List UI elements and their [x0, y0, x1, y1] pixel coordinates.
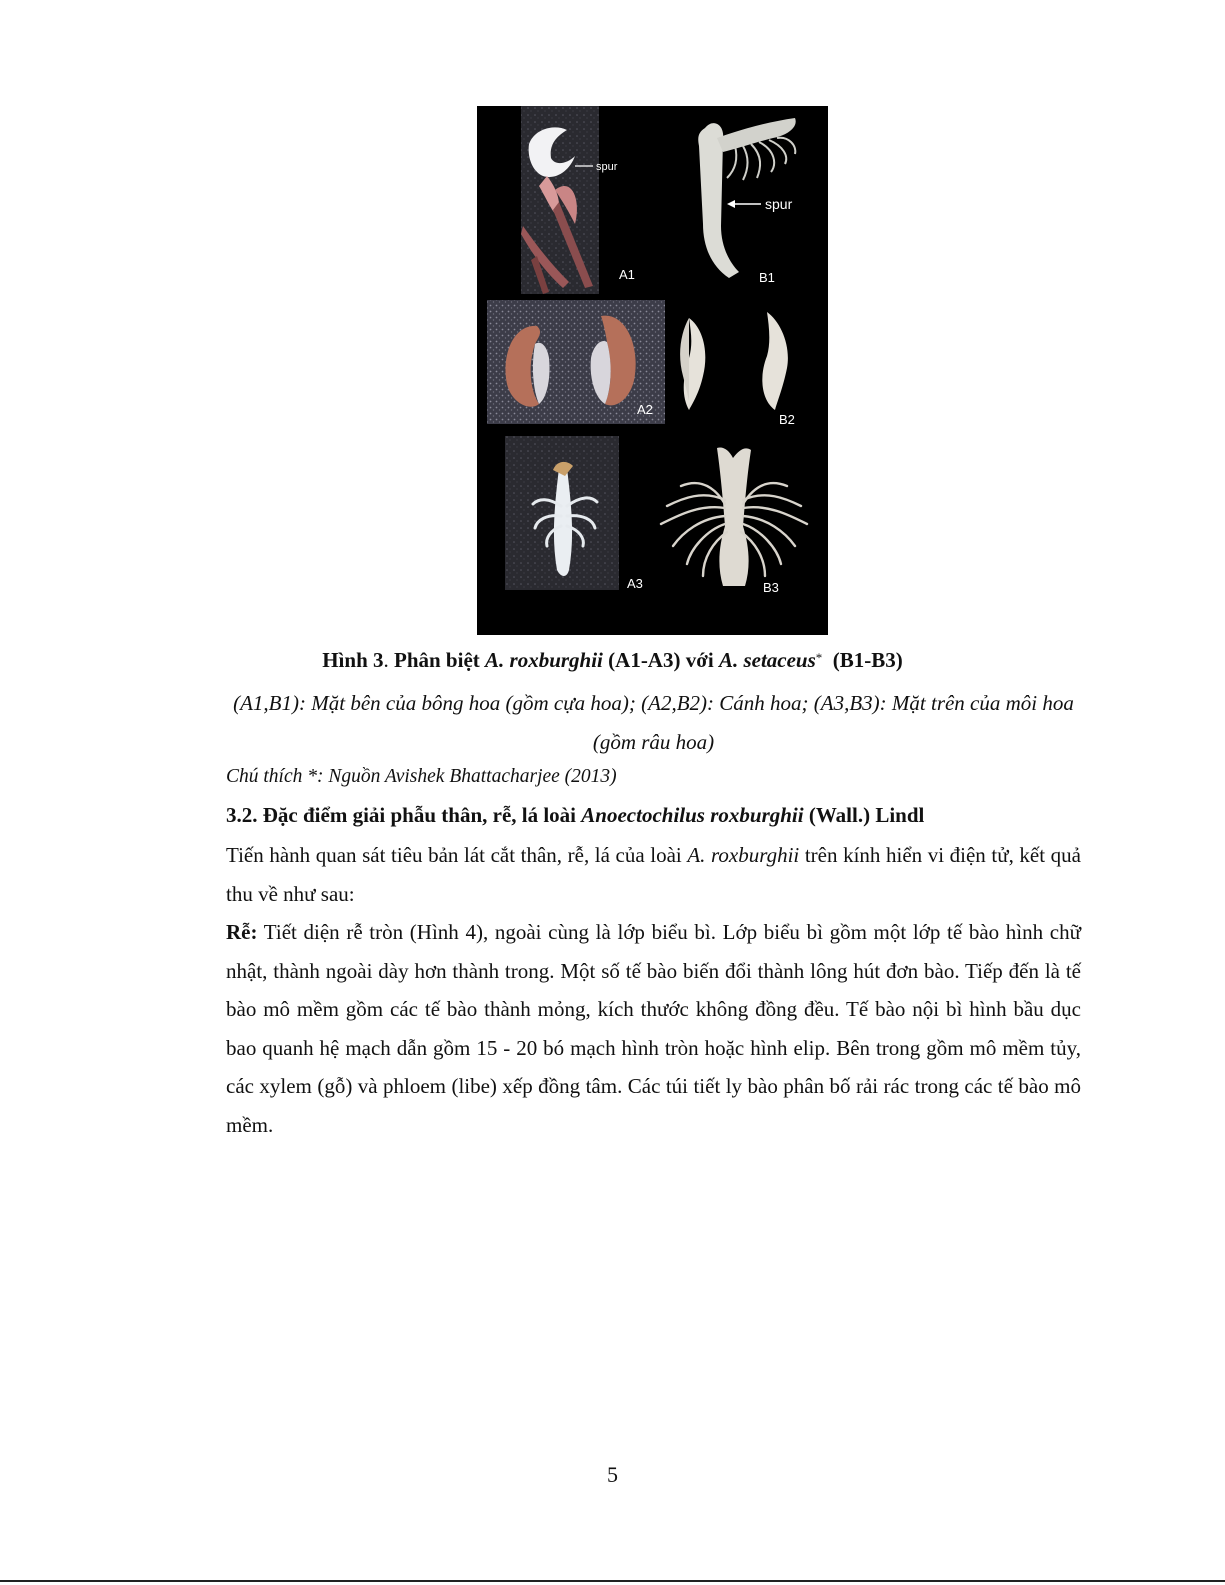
panel-b3 — [661, 447, 807, 595]
species-name: A. setaceus — [718, 648, 816, 672]
panel-label-a3: A3 — [627, 576, 643, 591]
figure-title: Hình 3. Phân biệt A. roxburghii (A1-A3) với A. setaceus* (B1-B3) — [322, 648, 903, 672]
section-heading: 3.2. Đặc điểm giải phẫu thân, rễ, lá loài Anoectochilus roxburghii (Wall.) Lindl — [226, 803, 925, 827]
footnote-mark: * — [815, 650, 823, 665]
page-number: 5 — [607, 1462, 618, 1487]
panel-label-a2: A2 — [637, 402, 653, 417]
panel-a3 — [505, 436, 643, 591]
panel-a2 — [487, 300, 665, 424]
spur-label-a1: spur — [596, 161, 618, 173]
paragraph-label: Rễ: — [226, 920, 258, 944]
spur-label-b1: spur — [765, 196, 793, 212]
panel-label-a1: A1 — [619, 267, 635, 282]
figure-number: Hình 3 — [322, 648, 384, 672]
panel-a1 — [521, 106, 635, 294]
figure-caption: (A1,B1): Mặt bên của bông hoa (gồm cựa hoa); (A2,B2): Cánh hoa; (A3,B3): Mặt trên của môi hoa (gồm râu hoa) — [233, 691, 1074, 754]
page-divider — [0, 1580, 1225, 1582]
paragraph-root: Rễ: Tiết diện rễ tròn (Hình 4), ngoài cùng là lớp biểu bì. Lớp biểu bì gồm một lớp tế bào hình chữ nhật, thành ngoài dày hơn thành trong. Một số tế bào biến đổi thành lông hút đơn bào. Tiếp đến là tế bào mô mềm gồm các tế bào thành mỏng, kích thước không đồng đều. Tế bào nội bì hình bầu dục bao quanh hệ mạch dẫn gồm 15 - 20 bó mạch hình tròn hoặc hình elip. Bên trong gồm mô mềm tủy, các xylem (gỗ) và phloem (libe) xếp đồng tâm. Các túi tiết ly bào phân bố rải rác trong các tế bào mô mềm. — [226, 920, 1081, 1137]
panel-label-b3: B3 — [763, 580, 779, 595]
figure-source-note: Chú thích *: Nguồn Avishek Bhattacharjee (2013) — [226, 766, 617, 787]
figure-image — [477, 106, 828, 635]
panel-label-b1: B1 — [759, 270, 775, 285]
orchid-comparison-photos — [477, 106, 828, 635]
panel-b1 — [698, 118, 795, 285]
panel-b2 — [680, 312, 795, 427]
paragraph-intro: Tiến hành quan sát tiêu bản lát cắt thân, rễ, lá của loài A. roxburghii trên kính hiển vi điện tử, kết quả thu về như sau: — [226, 843, 1081, 906]
species-name: A. roxburghii — [485, 648, 603, 672]
panel-label-b2: B2 — [779, 412, 795, 427]
